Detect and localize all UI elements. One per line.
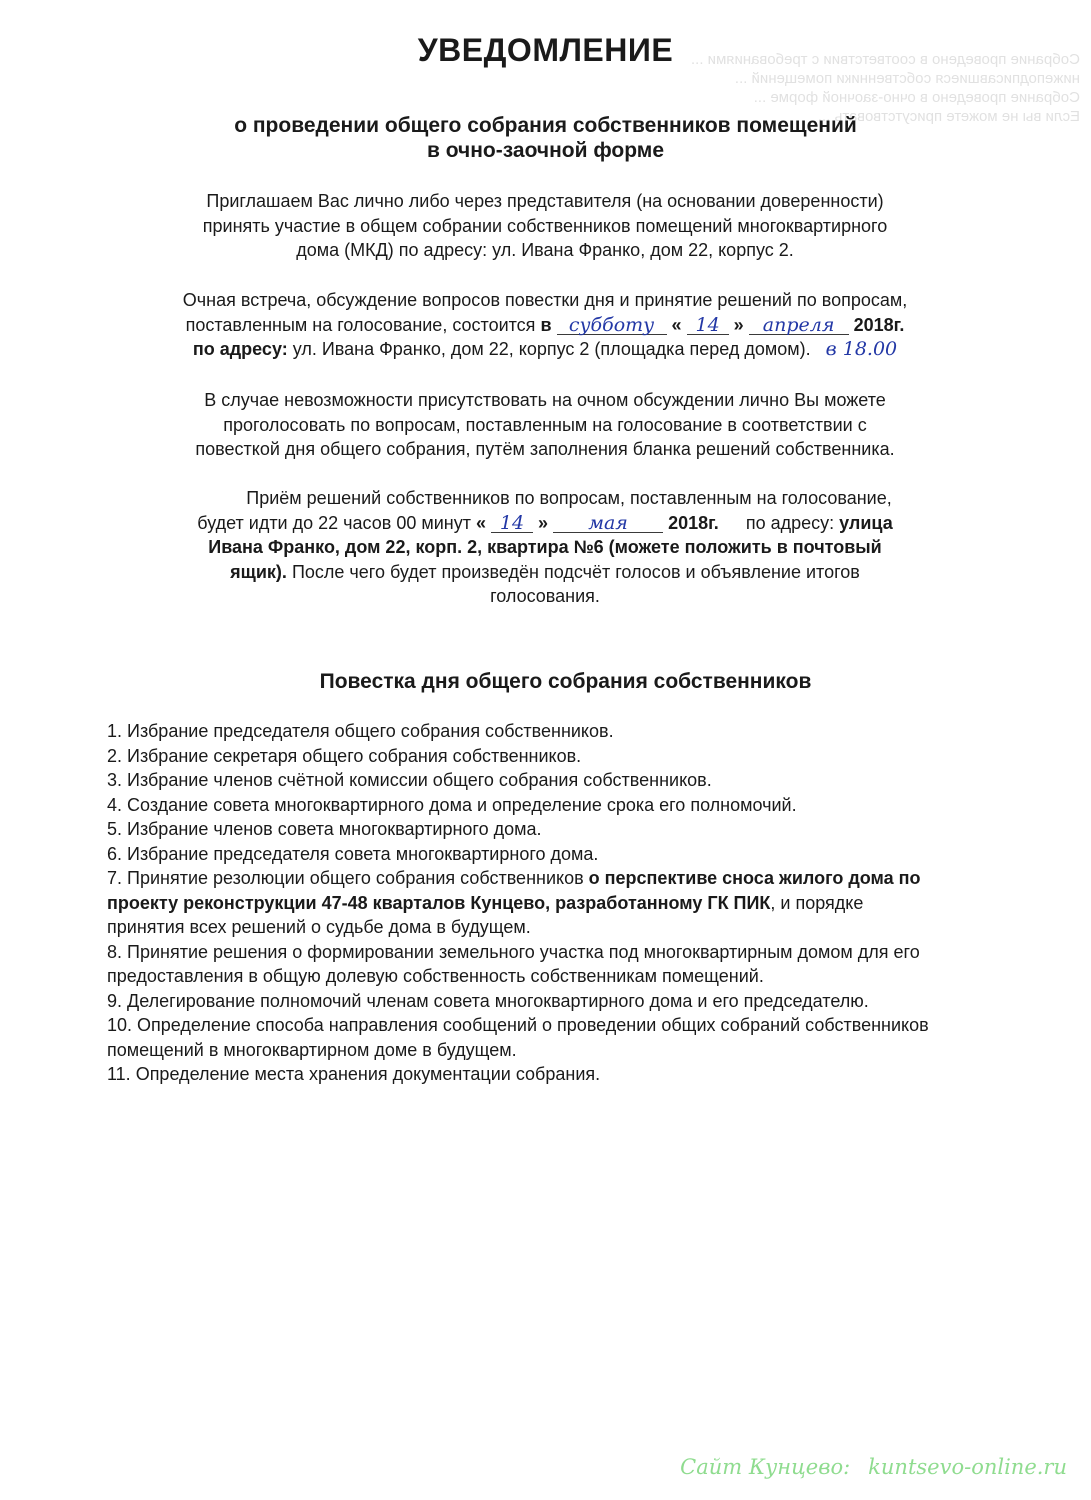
- invitation-line-2: принять участие в общем собрании собственников помещений многоквартирного: [202, 215, 888, 236]
- invitation-line-1: Приглашаем Вас лично либо через представителя (на основании доверенности): [206, 191, 884, 211]
- agenda-item-10: 10. Определение способа направления сообщений о проведении общих собраний собственников помещений в многоквартирном доме в будущем.: [107, 1015, 929, 1060]
- absentee-paragraph: [100, 388, 990, 462]
- meeting-line-2: [100, 313, 990, 338]
- agenda-item-8: 8. Принятие решения о формировании земельного участка под многоквартирным домом для его предоставления в общую долевую собственность собственникам помещений.: [107, 941, 920, 986]
- reception-address-label: по адресу:: [745, 512, 835, 533]
- agenda-item-7-post: , и порядке принятия всех решений о судьбе дома в будущем.: [107, 892, 864, 937]
- meeting-line-1: Очная встреча, обсуждение вопросов повестки дня и принятие решений по вопросам,: [182, 290, 908, 310]
- subtitle-line-2: в очно-заочной форме: [426, 139, 665, 162]
- meeting-line-3: [100, 337, 990, 362]
- reception-line-4: [100, 560, 990, 585]
- weekday-handwritten: субботу: [568, 313, 655, 336]
- watermark-label: Сайт Кунцево:: [680, 1455, 851, 1479]
- agenda-item-1: 1. Избрание председателя общего собрания собственников.: [107, 721, 614, 741]
- reception-address-3: ящик).: [230, 561, 287, 582]
- address-label: по адресу:: [192, 339, 288, 359]
- reception-paragraph: [100, 486, 990, 609]
- reception-quote-open: «: [475, 512, 486, 533]
- month-blank: [749, 313, 849, 336]
- absentee-line-3: повесткой дня общего собрания, путём заполнения бланка решений собственника.: [195, 439, 895, 459]
- reception-line-3: [100, 535, 990, 560]
- invitation-line-3: дома (МКД) по адресу: ул. Ивана Франко, дом 22, корпус 2.: [296, 240, 794, 260]
- document-subtitle: [0, 113, 1091, 163]
- absentee-line-2: проголосовать по вопросам, поставленным на голосование в соответствии с: [223, 414, 867, 435]
- meeting-year: 2018г.: [853, 314, 905, 335]
- document-title: УВЕДОМЛЕНИЕ: [417, 32, 674, 68]
- weekday-blank: [557, 313, 667, 336]
- time-handwritten: в 18.00: [825, 338, 898, 360]
- meeting-address: ул. Ивана Франко, дом 22, корпус 2 (площадка перед домом).: [287, 339, 811, 359]
- reception-line-5: голосования.: [490, 586, 600, 606]
- agenda-item-4: 4. Создание совета многоквартирного дома и определение срока его полномочий.: [107, 794, 797, 815]
- day-blank: [687, 313, 729, 336]
- agenda-item-9: 9. Делегирование полномочий членам совета многоквартирного дома и его председателю.: [107, 990, 869, 1011]
- absentee-line-1: В случае невозможности присутствовать на очном обсуждении лично Вы можете: [204, 390, 886, 410]
- reception-line-2: [100, 511, 990, 536]
- meeting-paragraph: [100, 288, 990, 362]
- agenda-title: Повестка дня общего собрания собственников: [319, 670, 812, 693]
- reception-after: После чего будет произведён подсчёт голосов и объявление итогов: [286, 561, 860, 582]
- quote-open: «: [671, 314, 682, 335]
- agenda-item-7-pre: 7. Принятие резолюции общего собрания собственников: [107, 868, 589, 888]
- reception-month-blank: [553, 511, 663, 534]
- meeting-in: в: [540, 314, 552, 335]
- reception-text: будет идти до 22 часов 00 минут: [197, 512, 476, 533]
- meeting-text: поставленным на голосование, состоится: [185, 314, 541, 335]
- reception-day-blank: [491, 511, 533, 534]
- reception-day-handwritten: 14: [499, 511, 525, 534]
- reception-quote-close: »: [538, 512, 549, 533]
- invitation-paragraph: [100, 189, 990, 263]
- reception-address-1: улица: [839, 512, 893, 533]
- agenda-item-7-bold: о перспективе сноса жилого дома по проекту реконструкции 47-48 кварталов Кунцево, разработанному ГК ПИК: [107, 868, 921, 913]
- reception-line-1: Приём решений собственников по вопросам, поставленным на голосование,: [246, 488, 892, 508]
- subtitle-line-1: о проведении общего собрания собственников помещений: [234, 114, 857, 137]
- agenda-list: [107, 719, 937, 1087]
- day-handwritten: 14: [695, 313, 720, 336]
- agenda-item-11: 11. Определение места хранения документации собрания.: [107, 1064, 601, 1084]
- agenda-item-7: [107, 866, 937, 940]
- agenda-item-5: 5. Избрание членов совета многоквартирного дома.: [107, 819, 542, 839]
- month-handwritten: апреля: [762, 313, 835, 336]
- bleed-through-text: Собрание проведено в соответствии с требованиями ... нижеподписавшиеся собственники помещений ... Собрание проведено в очно-заочной форме ... Если вы не можете присутствовать ...: [690, 51, 1080, 125]
- quote-close: »: [733, 314, 744, 335]
- watermark-url[interactable]: kuntsevo-online.ru: [868, 1455, 1067, 1479]
- reception-address-2: Ивана Франко, дом 22, корп. 2, квартира №6 (можете положить в почтовый: [208, 537, 882, 557]
- agenda-item-6: 6. Избрание председателя совета многоквартирного дома.: [107, 843, 599, 864]
- site-watermark: [680, 1455, 1067, 1479]
- agenda-item-3: 3. Избрание членов счётной комиссии общего собрания собственников.: [107, 770, 712, 790]
- agenda-item-2: 2. Избрание секретаря общего собрания собственников.: [107, 745, 582, 766]
- reception-month-handwritten: мая: [588, 511, 628, 534]
- reception-year: 2018г.: [668, 512, 719, 533]
